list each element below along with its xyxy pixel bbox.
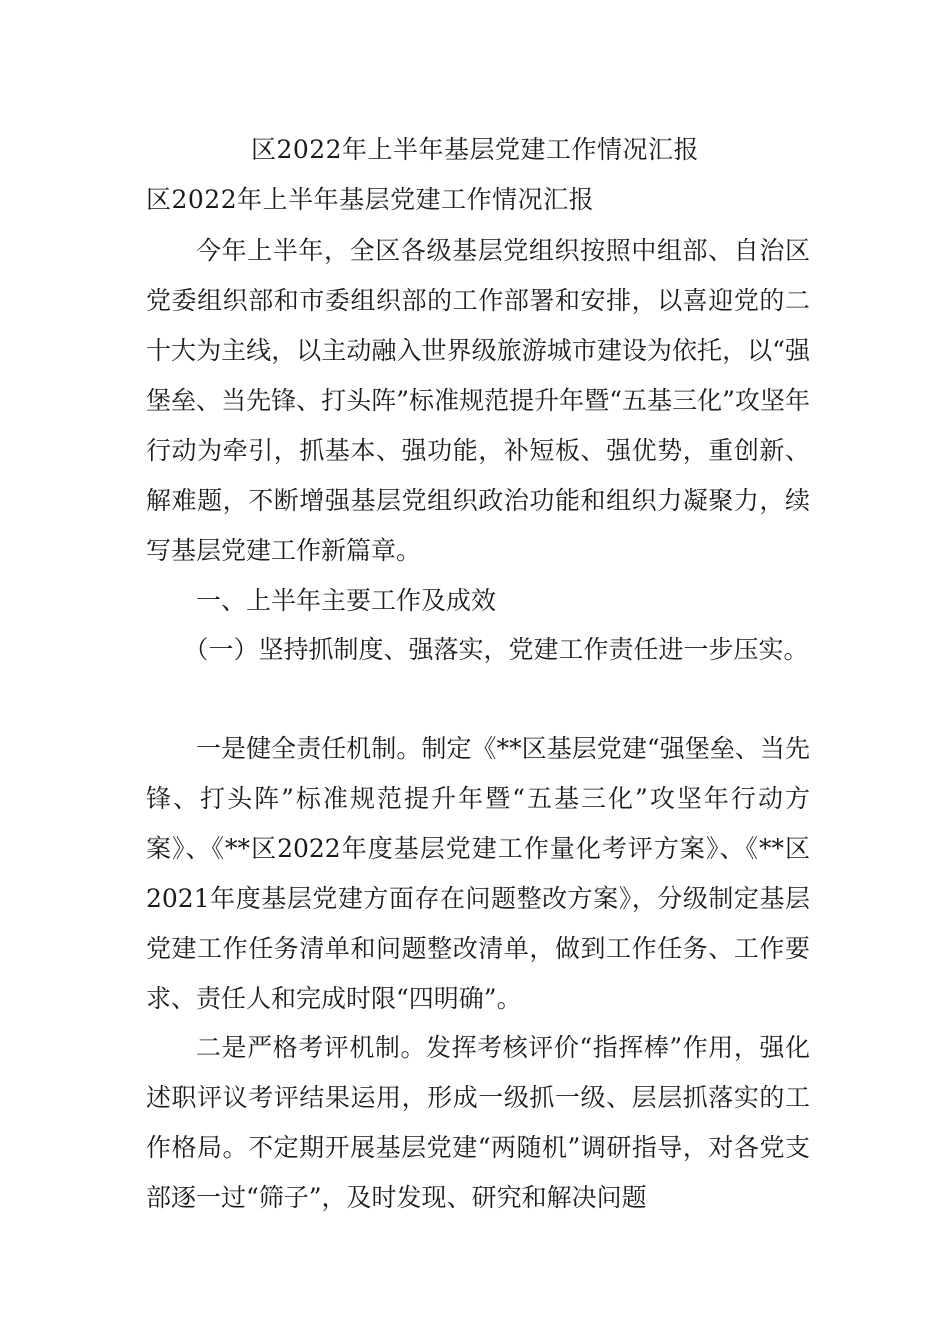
document-subtitle: 区2022年上半年基层党建工作情况汇报	[146, 185, 595, 214]
document-title: 区2022年上半年基层党建工作情况汇报	[250, 135, 700, 164]
intro-paragraph: 今年上半年，全区各级基层党组织按照中组部、自治区党委组织部和市委组织部的工作部署和安排，以喜迎党的二十大为主线，以主动融入世界级旅游城市建设为依托，以“强堡垒、当先锋、打头阵”标准规范提升年暨“五基三化”攻坚年行动为牵引，抓基本、强功能，补短板、强优势，重创新、解难题，不断增强基层党组织政治功能和组织力凝聚力，续写基层党建工作新篇章。	[146, 236, 810, 565]
subsection-heading-1: （一）坚持抓制度、强落实，党建工作责任进一步压实。	[183, 635, 809, 664]
section-heading-1: 一、上半年主要工作及成效	[196, 586, 497, 615]
point-paragraph-1: 一是健全责任机制。制定《**区基层党建“强堡垒、当先锋、打头阵”标准规范提升年暨“五基三化”攻坚年行动方案》、《**区2022年度基层党建工作量化考评方案》、《**区2021年度基层党建方面存在问题整改方案》，分级制定基层党建工作任务清单和问题整改清单，做到工作任务、工作要求、责任人和完成时限“四明确”。	[146, 734, 810, 1013]
point-paragraph-2: 二是严格考评机制。发挥考核评价“指挥棒”作用，强化述职评议考评结果运用，形成一级抓一级、层层抓落实的工作格局。不定期开展基层党建“两随机”调研指导，对各党支部逐一过“筛子”，及时发现、研究和解决问题	[146, 1033, 810, 1212]
